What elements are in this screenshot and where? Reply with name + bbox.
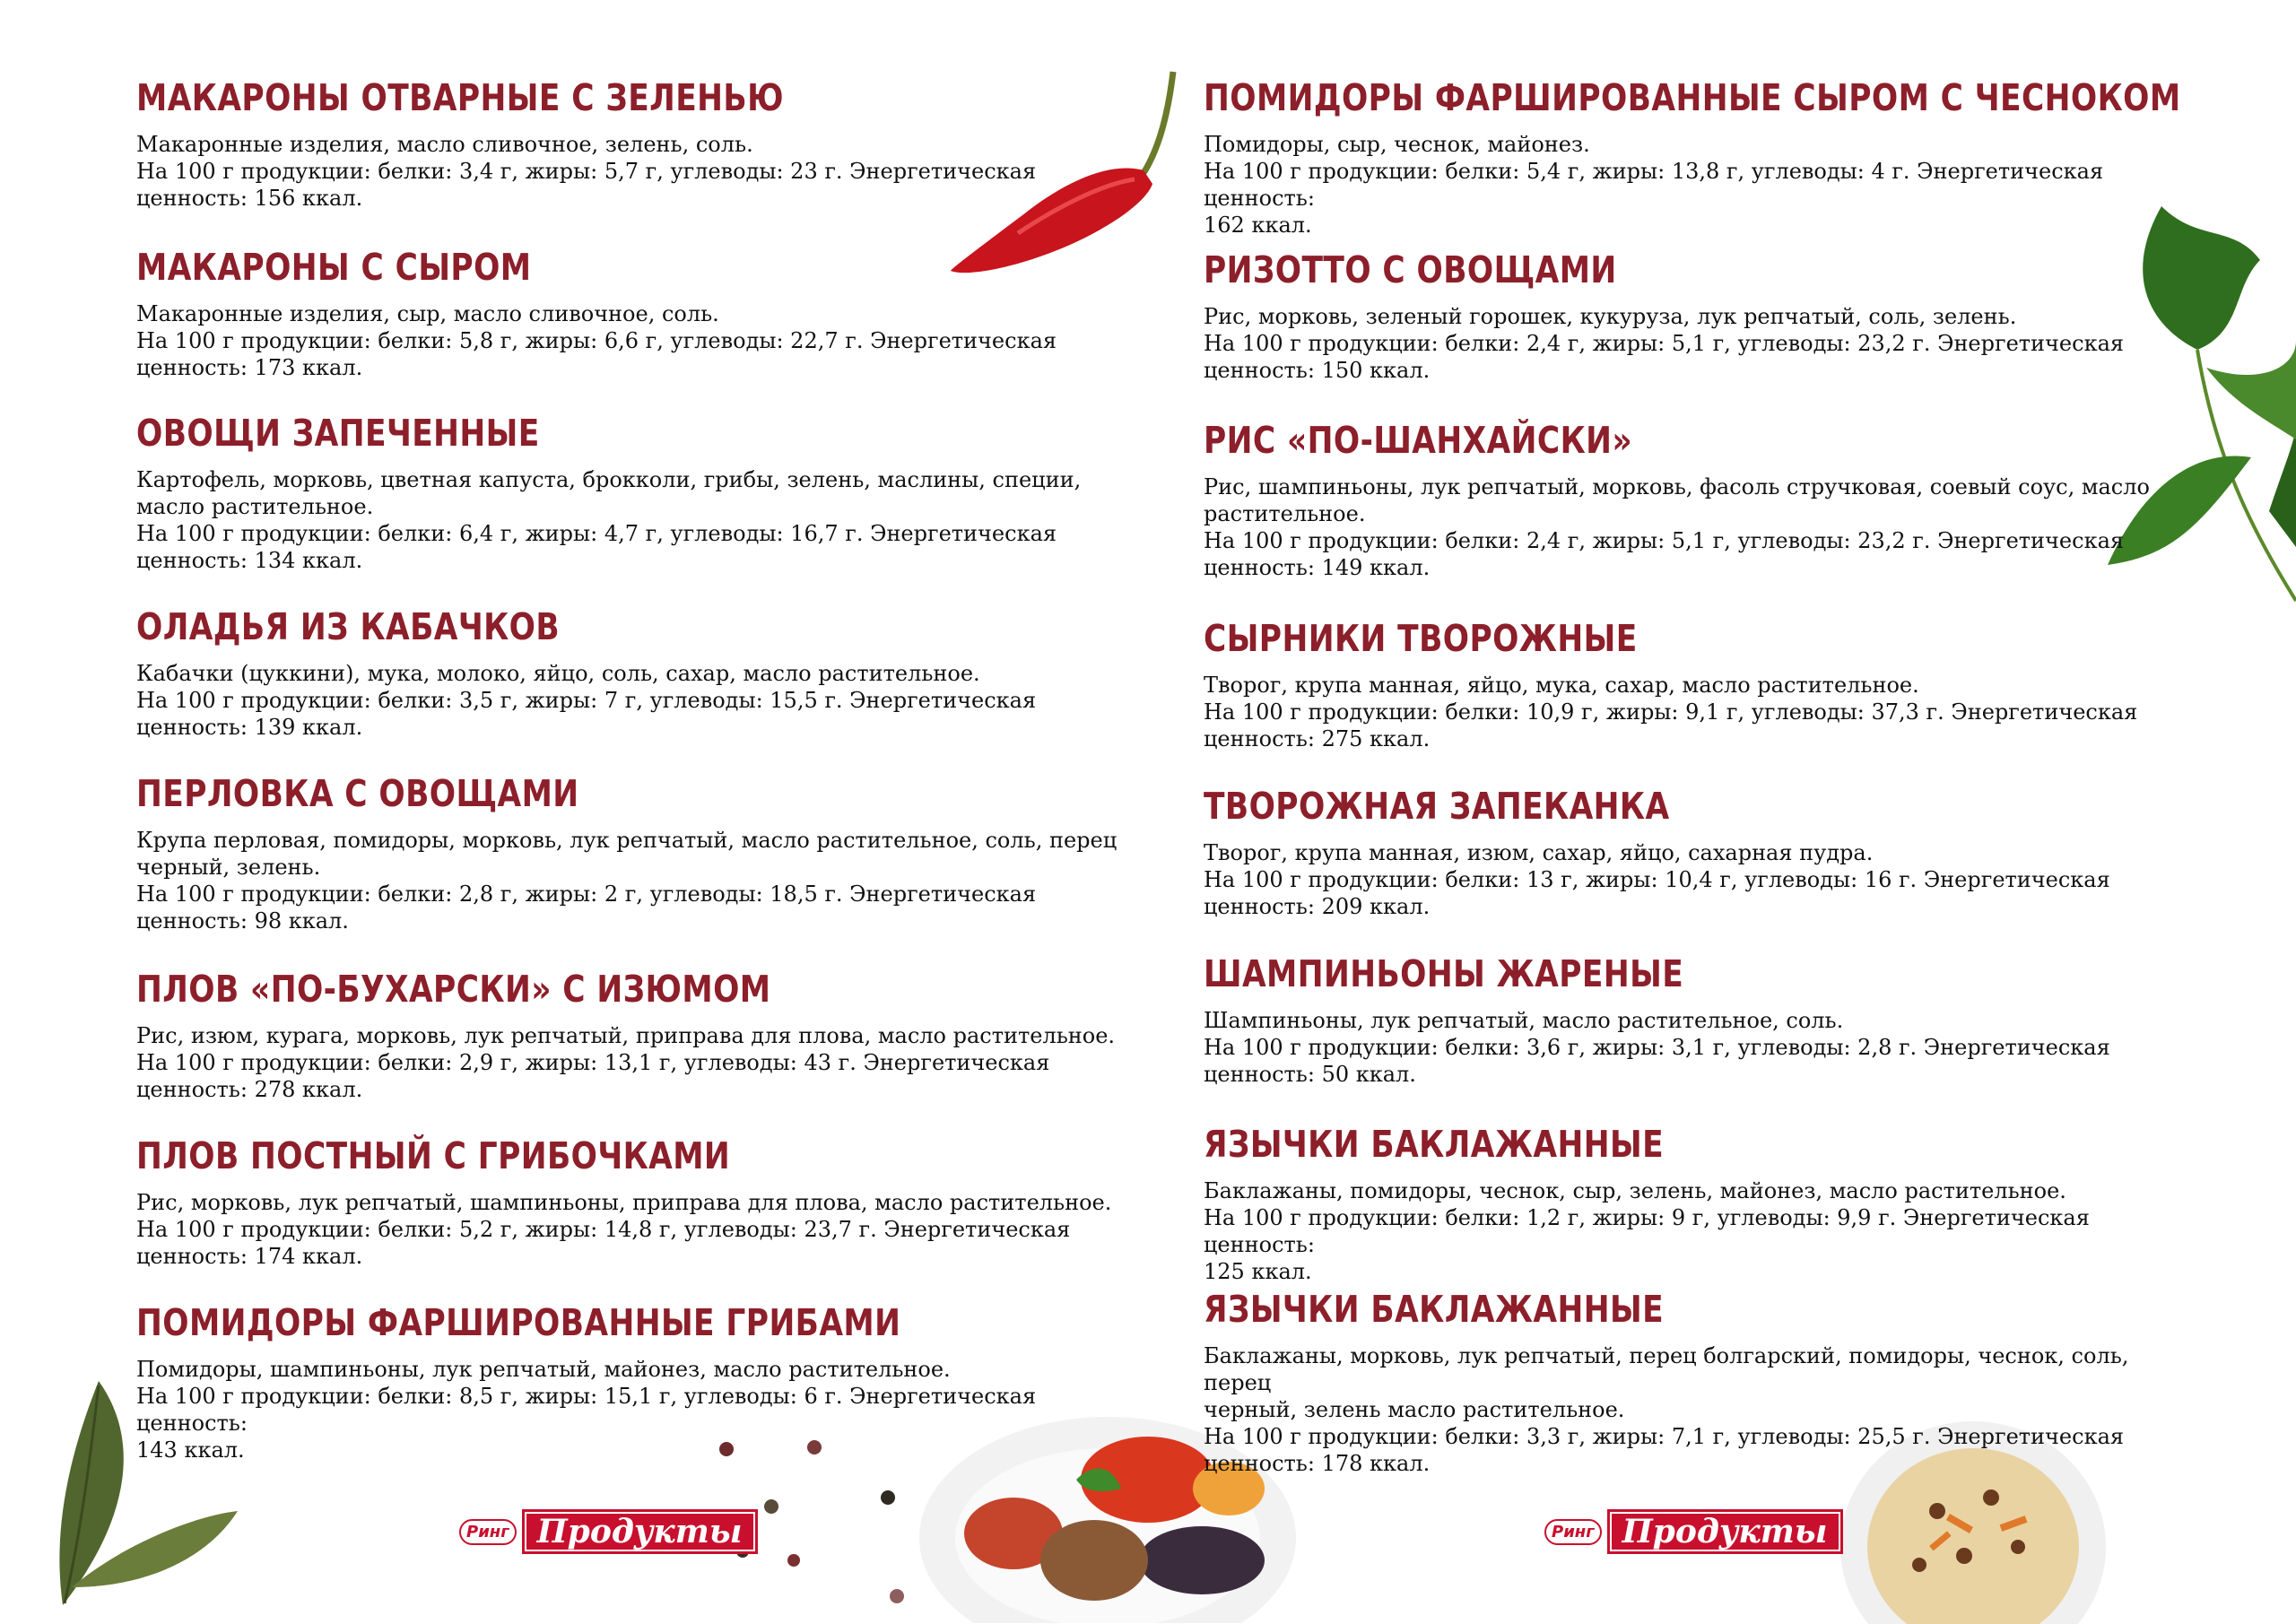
dish-description: Помидоры, сыр, чеснок, майонез. На 100 г продукции: белки: 5,4 г, жиры: 13,8 г, углеводы: 4 г. Энергетическая ценность: 162 ккал.: [1204, 132, 2104, 238]
dish-item: [136, 769, 1132, 934]
dish-item: [136, 409, 1132, 574]
dish-title: МАКАРОНЫ С СЫРОМ: [136, 246, 532, 289]
dish-item: [1204, 74, 2199, 239]
dish-description: Баклажаны, морковь, лук репчатый, перец болгарский, помидоры, чеснок, соль, перец черный, зелень масло растительное. На 100 г продукции: белки: 3,3 г, жиры: 7,1 г, углеводы: 25,5 г. Энергетическая ценность: 178 ккал.: [1204, 1343, 2129, 1476]
dish-title: МАКАРОНЫ ОТВАРНЫЕ С ЗЕЛЕНЬЮ: [136, 76, 784, 119]
dish-item: [1204, 614, 2199, 752]
dish-description: Картофель, морковь, цветная капуста, брокколи, грибы, зелень, маслины, специи, масло растительное. На 100 г продукции: белки: 6,4 г, жиры: 4,7 г, углеводы: 16,7 г. Энергетическая ценность: 134 ккал.: [136, 467, 1082, 573]
dish-title: ЯЗЫЧКИ БАКЛАЖАННЫЕ: [1204, 1123, 1665, 1166]
dish-title: ОЛАДЬЯ ИЗ КАБАЧКОВ: [136, 605, 561, 648]
dish-description: Помидоры, шампиньоны, лук репчатый, майонез, масло растительное. На 100 г продукции: белки: 8,5 г, жиры: 15,1 г, углеводы: 6 г. Энергетическая ценность: 143 ккал.: [136, 1357, 1037, 1463]
dish-item: [136, 965, 1132, 1103]
logo-ring: Ринг: [459, 1519, 517, 1545]
dish-title: ТВОРОЖНАЯ ЗАПЕКАНКА: [1204, 785, 1670, 828]
dish-description: Рис, изюм, курага, морковь, лук репчатый, приправа для плова, масло растительное. На 100 г продукции: белки: 2,9 г, жиры: 13,1 г, углеводы: 43 г. Энергетическая ценность: 278 ккал.: [136, 1023, 1116, 1102]
dish-title: ПОМИДОРЫ ФАРШИРОВАННЫЕ ГРИБАМИ: [136, 1301, 901, 1344]
logo-ring: Ринг: [1544, 1519, 1602, 1545]
dish-item: [136, 74, 1132, 212]
dish-item: [1204, 782, 2199, 920]
logo-brand: Продукты: [522, 1509, 758, 1554]
dish-title: ПЛОВ ПОСТНЫЙ С ГРИБОЧКАМИ: [136, 1134, 731, 1177]
dish-title: ЯЗЫЧКИ БАКЛАЖАННЫЕ: [1204, 1288, 1665, 1331]
dish-item: [1204, 950, 2199, 1088]
logo-brand: Продукты: [1607, 1509, 1843, 1554]
brand-logo-right: [1544, 1509, 1843, 1554]
dish-title: ШАМПИНЬОНЫ ЖАРЕНЫЕ: [1204, 952, 1684, 995]
dish-item: [1204, 416, 2199, 581]
dish-title: ОВОЩИ ЗАПЕЧЕННЫЕ: [136, 412, 540, 455]
dish-item: [1204, 1120, 2199, 1285]
dish-description: Кабачки (цуккини), мука, молоко, яйцо, соль, сахар, масло растительное. На 100 г продукции: белки: 3,5 г, жиры: 7 г, углеводы: 15,5 г. Энергетическая ценность: 139 ккал.: [136, 661, 1037, 740]
dish-item: [1204, 246, 2199, 384]
dish-description: Шампиньоны, лук репчатый, масло растительное, соль. На 100 г продукции: белки: 3,6 г, жиры: 3,1 г, углеводы: 2,8 г. Энергетическая ценность: 50 ккал.: [1204, 1008, 2110, 1087]
dish-description: Крупа перловая, помидоры, морковь, лук репчатый, масло растительное, соль, перец черный, зелень. На 100 г продукции: белки: 2,8 г, жиры: 2 г, углеводы: 18,5 г. Энергетическая ценность: 98 ккал.: [136, 828, 1118, 934]
dish-title: РИС «ПО-ШАНХАЙСКИ»: [1204, 419, 1633, 462]
dish-item: [1204, 1285, 2199, 1477]
dish-description: Макаронные изделия, масло сливочное, зелень, соль. На 100 г продукции: белки: 3,4 г, жиры: 5,7 г, углеводы: 23 г. Энергетическая ценность: 156 ккал.: [136, 132, 1037, 211]
dish-title: РИЗОТТО С ОВОЩАМИ: [1204, 248, 1617, 291]
dish-title: ПЕРЛОВКА С ОВОЩАМИ: [136, 772, 579, 815]
dish-item: [136, 1298, 1132, 1463]
dish-description: Рис, морковь, зеленый горошек, кукуруза, лук репчатый, соль, зелень. На 100 г продукции: белки: 2,4 г, жиры: 5,1 г, углеводы: 23,2 г. Энергетическая ценность: 150 ккал.: [1204, 304, 2125, 383]
dish-title: ПОМИДОРЫ ФАРШИРОВАННЫЕ СЫРОМ С ЧЕСНОКОМ: [1204, 76, 2181, 119]
brand-logo-left: [459, 1509, 758, 1554]
dish-item: [136, 1132, 1132, 1270]
dish-description: Макаронные изделия, сыр, масло сливочное, соль. На 100 г продукции: белки: 5,8 г, жиры: 6,6 г, углеводы: 22,7 г. Энергетическая ценность: 173 ккал.: [136, 301, 1057, 380]
dish-title: СЫРНИКИ ТВОРОЖНЫЕ: [1204, 617, 1638, 660]
dish-description: Рис, шампиньоны, лук репчатый, морковь, фасоль стручковая, соевый соус, масло растительное. На 100 г продукции: белки: 2,4 г, жиры: 5,1 г, углеводы: 23,2 г. Энергетическая ценность: 149 ккал.: [1204, 474, 2150, 580]
dish-description: Баклажаны, помидоры, чеснок, сыр, зелень, майонез, масло растительное. На 100 г продукции: белки: 1,2 г, жиры: 9 г, углеводы: 9,9 г. Энергетическая ценность: 125 ккал.: [1204, 1178, 2090, 1284]
dish-item: [136, 603, 1132, 741]
dish-description: Творог, крупа манная, яйцо, мука, сахар, масло растительное. На 100 г продукции: белки: 10,9 г, жиры: 9,1 г, углеводы: 37,3 г. Энергетическая ценность: 275 ккал.: [1204, 673, 2138, 751]
dish-description: Рис, морковь, лук репчатый, шампиньоны, приправа для плова, масло растительное. На 100 г продукции: белки: 5,2 г, жиры: 14,8 г, углеводы: 23,7 г. Энергетическая ценность: 174 ккал.: [136, 1190, 1112, 1269]
dish-description: Творог, крупа манная, изюм, сахар, яйцо, сахарная пудра. На 100 г продукции: белки: 13 г, жиры: 10,4 г, углеводы: 16 г. Энергетическая ценность: 209 ккал.: [1204, 840, 2110, 919]
dish-item: [136, 243, 1132, 381]
dish-title: ПЛОВ «ПО-БУХАРСКИ» С ИЗЮМОМ: [136, 968, 771, 1011]
